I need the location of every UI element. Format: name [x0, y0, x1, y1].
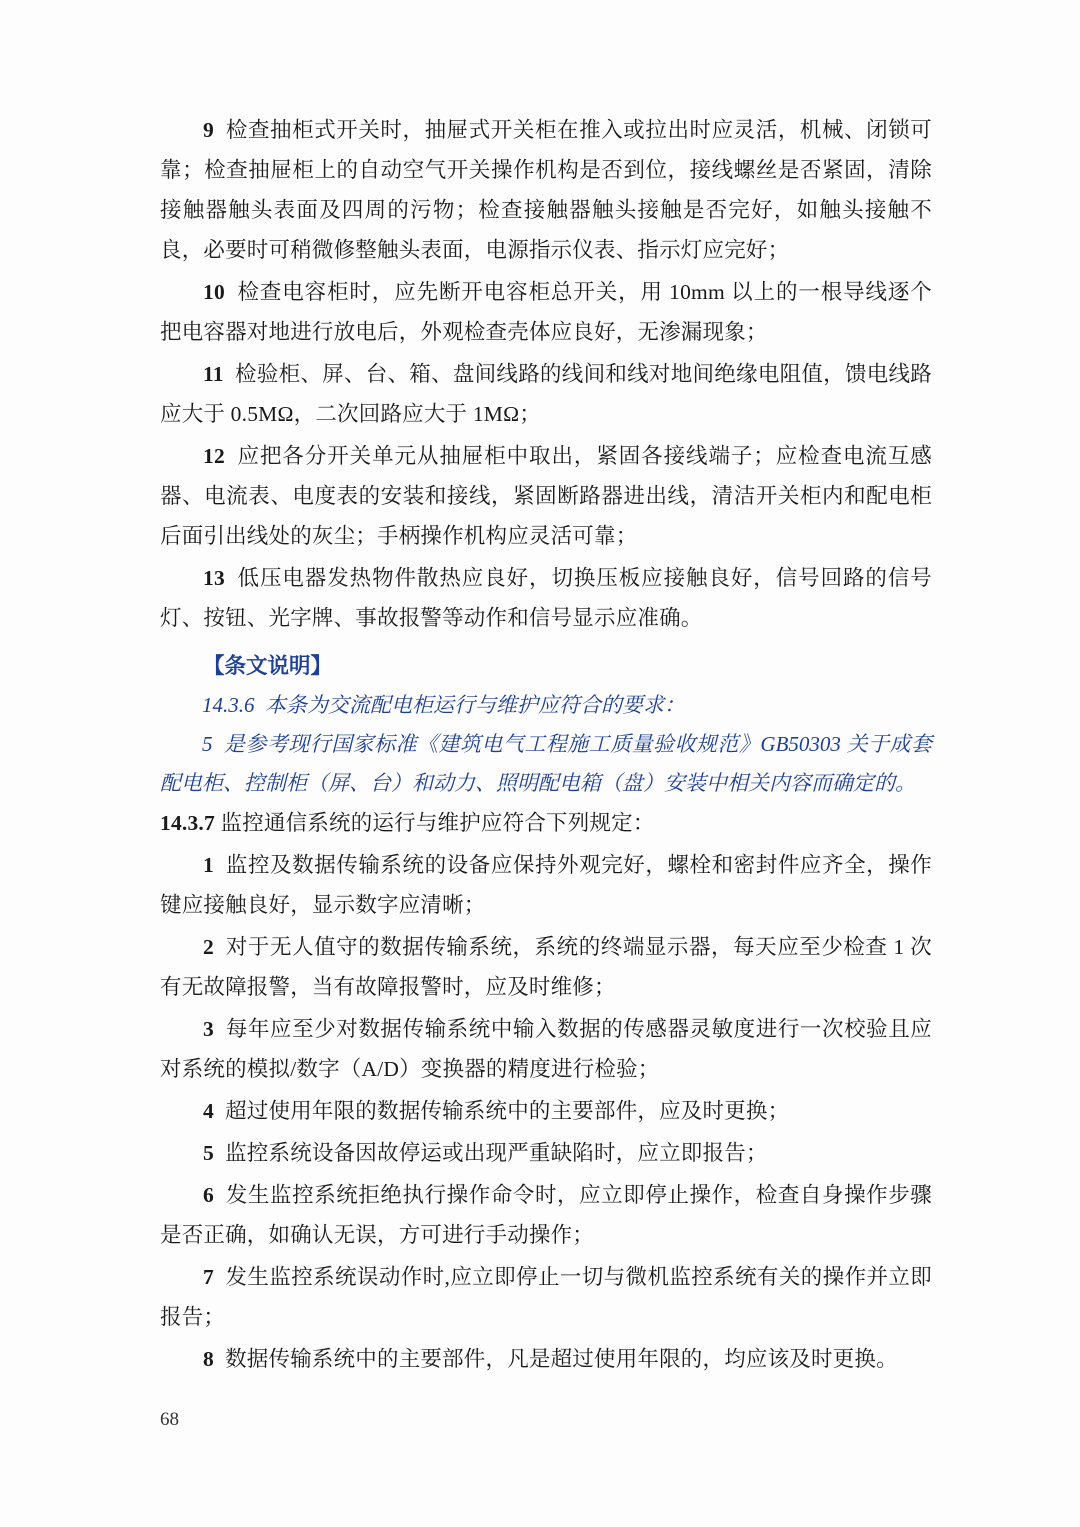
body-paragraph-10 [160, 272, 932, 352]
body-paragraph-9 [160, 110, 932, 270]
explanation-clause-text: 本条为交流配电柜运行与维护应符合的要求： [265, 693, 685, 717]
item-text: 数据传输系统中的主要部件，凡是超过使用年限的，均应该及时更换。 [225, 1347, 898, 1371]
item-number: 8 [203, 1347, 214, 1371]
item-text: 检验柜、屏、台、箱、盘间线路的线间和线对地间绝缘电阻值，馈电线路应大于 0.5MΩ，二次回路应大于 1MΩ； [160, 362, 933, 426]
explanation-clause-number: 14.3.6 [202, 693, 255, 717]
section-item-6 [160, 1175, 932, 1255]
body-paragraph-12 [160, 436, 932, 556]
explanation-item [160, 725, 932, 803]
item-number: 3 [203, 1017, 214, 1041]
item-text: 发生监控系统误动作时,应立即停止一切与微机监控系统有关的操作并立即报告； [160, 1265, 932, 1329]
item-number: 5 [203, 1141, 214, 1165]
section-heading [160, 803, 932, 843]
item-text: 检查抽柜式开关时，抽屉式开关柜在推入或拉出时应灵活，机械、闭锁可靠；检查抽屉柜上的自动空气开关操作机构是否到位，接线螺丝是否紧固，清除接触器触头表面及四周的污物；检查接触器触头接触是否完好，如触头接触不良，必要时可稍微修整触头表面，电源指示仪表、指示灯应完好； [160, 118, 933, 262]
item-text: 应把各分开关单元从抽屉柜中取出，紧固各接线端子；应检查电流互感器、电流表、电度表的安装和接线，紧固断路器进出线，清洁开关柜内和配电柜后面引出线处的灰尘；手柄操作机构应灵活可靠； [160, 444, 932, 548]
page-content [160, 110, 932, 1381]
item-text: 监控系统设备因故停运或出现严重缺陷时，应立即报告； [225, 1141, 768, 1165]
item-text: 检查电容柜时，应先断开电容柜总开关，用 10mm 以上的一根导线逐个把电容器对地进行放电后，外观检查壳体应良好，无渗漏现象； [160, 280, 933, 344]
body-paragraph-13 [160, 558, 932, 638]
explanation-header: 【条文说明】 [203, 654, 333, 678]
body-paragraph-11 [160, 354, 932, 434]
item-text: 监控及数据传输系统的设备应保持外观完好，螺栓和密封件应齐全，操作键应接触良好，显示数字应清晰； [160, 853, 933, 917]
section-item-8 [160, 1339, 932, 1379]
item-text: 每年应至少对数据传输系统中输入数据的传感器灵敏度进行一次校验且应对系统的模拟/数字（A/D）变换器的精度进行检验； [160, 1017, 933, 1081]
item-number: 7 [203, 1265, 214, 1289]
item-number: 11 [203, 362, 224, 386]
item-text: 低压电器发热物件散热应良好，切换压板应接触良好，信号回路的信号灯、按钮、光字牌、事故报警等动作和信号显示应准确。 [160, 566, 932, 630]
item-number: 10 [203, 280, 225, 304]
section-number: 14.3.7 [160, 811, 215, 835]
item-number: 4 [203, 1099, 214, 1123]
item-number: 2 [203, 935, 214, 959]
page-number: 68 [160, 1409, 179, 1430]
explanation-item-number: 5 [202, 732, 213, 756]
section-item-7 [160, 1257, 932, 1337]
item-number: 9 [203, 118, 214, 142]
explanation-clause [160, 686, 932, 725]
item-text: 超过使用年限的数据传输系统中的主要部件，应及时更换； [225, 1099, 790, 1123]
item-number: 6 [203, 1183, 214, 1207]
explanation-item-text: 是参考现行国家标准《建筑电气工程施工质量验收规范》GB50303 关于成套配电柜、控制柜（屏、台）和动力、照明配电箱（盘）安装中相关内容而确定的。 [160, 732, 932, 795]
section-item-5 [160, 1133, 932, 1173]
item-text: 对于无人值守的数据传输系统，系统的终端显示器，每天应至少检查 1 次有无故障报警，当有故障报警时，应及时维修； [160, 935, 932, 999]
section-item-3 [160, 1009, 932, 1089]
section-item-2 [160, 927, 932, 1007]
section-item-4 [160, 1091, 932, 1131]
item-number: 13 [203, 566, 225, 590]
section-item-1 [160, 845, 932, 925]
item-number: 12 [203, 444, 225, 468]
item-text: 发生监控系统拒绝执行操作命令时，应立即停止操作，检查自身操作步骤是否正确，如确认无误，方可进行手动操作； [160, 1183, 933, 1247]
section-title: 监控通信系统的运行与维护应符合下列规定： [220, 811, 655, 835]
item-number: 1 [203, 853, 214, 877]
